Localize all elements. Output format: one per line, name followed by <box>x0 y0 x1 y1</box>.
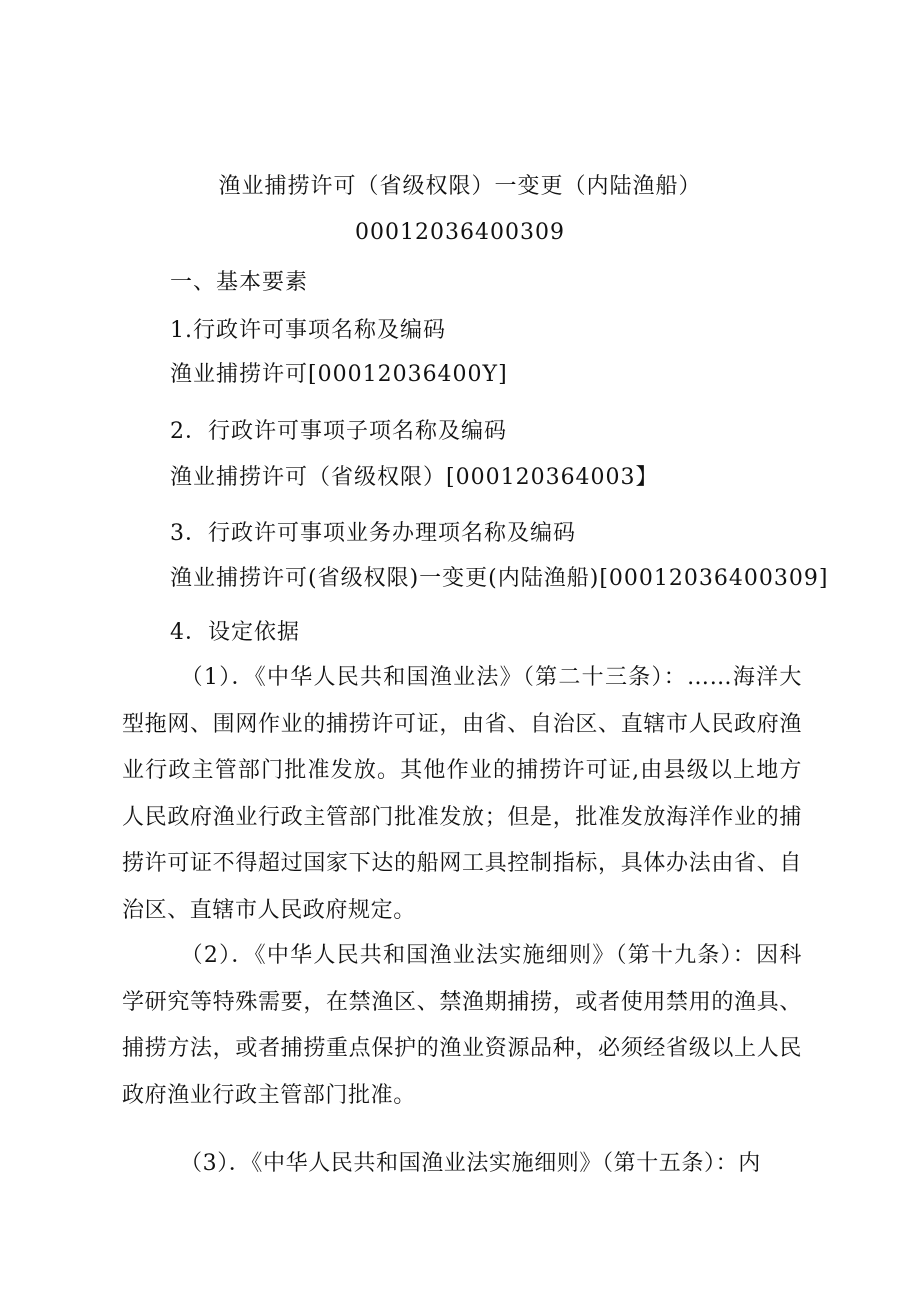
item3-heading: 3．行政许可事项业务办理项名称及编码 <box>170 521 576 546</box>
basis-text-3: （3）．《中华人民共和国渔业法实施细则》（第十五条）：内 <box>180 1151 761 1176</box>
section-heading: 一、基本要素 <box>170 270 309 295</box>
item4-heading: 4．设定依据 <box>170 620 300 645</box>
document-title: 渔业捕捞许可（省级权限）一变更（内陆渔船） <box>218 174 702 199</box>
item1-value: 渔业捕捞许可[00012036400Y] <box>170 362 508 387</box>
item2-heading: 2．行政许可事项子项名称及编码 <box>170 419 507 444</box>
document-code: 00012036400309 <box>355 220 565 245</box>
basis-text-2: （2）．《中华人民共和国渔业法实施细则》（第十九条）：因科学研究等特殊需要，在禁渔区、禁渔期捕捞，或者使用禁用的渔具、捕捞方法，或者捕捞重点保护的渔业资源品种，必须经省级以上人民政府渔业行政主管部门批准。 <box>122 943 802 1108</box>
basis-text-1: （1）．《中华人民共和国渔业法》（第二十三条）：……海洋大型拖网、围网作业的捕捞许可证，由省、自治区、直辖市人民政府渔业行政主管部门批准发放。其他作业的捕捞许可证,由县级以上地方人民政府渔业行政主管部门批准发放；但是，批准发放海洋作业的捕捞许可证不得超过国家下达的船网工具控制指标，具体办法由省、自治区、直辖市人民政府规定。 <box>122 665 802 923</box>
item1-heading: 1.行政许可事项名称及编码 <box>170 318 446 343</box>
basis-paragraph-2 <box>122 933 802 1119</box>
basis-paragraph-3 <box>122 1141 802 1188</box>
item2-value: 渔业捕捞许可（省级权限）[000120364003】 <box>170 465 659 490</box>
basis-paragraph-1 <box>122 655 802 934</box>
item3-value: 渔业捕捞许可(省级权限)一变更(内陆渔船)[00012036400309] <box>170 566 829 591</box>
